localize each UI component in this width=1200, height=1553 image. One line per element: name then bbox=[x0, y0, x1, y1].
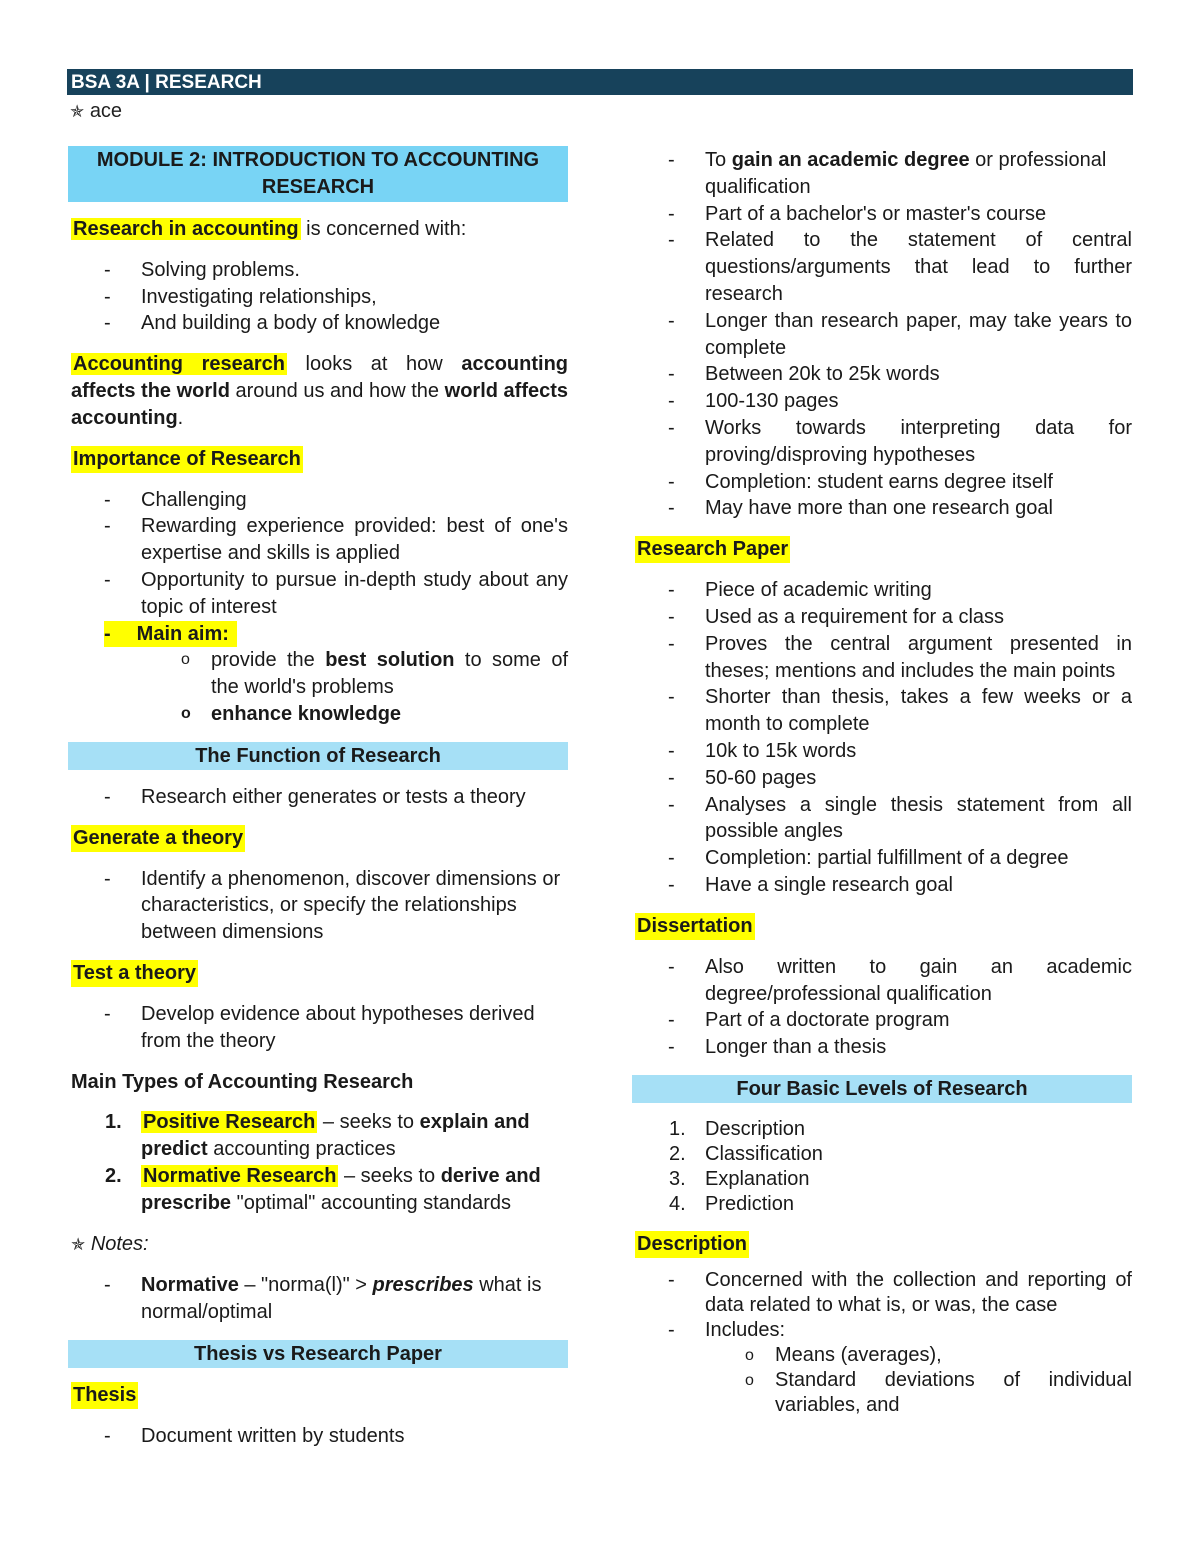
list-item: - Works towards interpreting data for proving/disproving hypotheses bbox=[632, 415, 1132, 469]
numbered-item: 1. Positive Research – seeks to explain and predict accounting practices bbox=[105, 1111, 530, 1161]
list-item: - Identify a phenomenon, discover dimensions or characteristics, or specify the relationships between dimensions bbox=[68, 866, 568, 946]
list-item: - Document written by students bbox=[68, 1423, 568, 1450]
thesis-list-continued bbox=[632, 147, 1132, 522]
sub-list-item: o Standard deviations of individual variables, and bbox=[705, 1368, 1132, 1418]
research-paper-heading: Research Paper bbox=[635, 536, 1132, 563]
research-paper-list bbox=[632, 577, 1132, 899]
numbered-item: 4. Prediction bbox=[669, 1192, 794, 1215]
dissertation-list bbox=[632, 954, 1132, 1061]
list-item: - Used as a requirement for a class bbox=[632, 604, 1132, 631]
description-heading: Description bbox=[635, 1231, 1132, 1258]
thesis-heading: Thesis bbox=[71, 1382, 568, 1409]
list-item: - Between 20k to 25k words bbox=[632, 361, 1132, 388]
main-aim-label: - Main aim: bbox=[104, 621, 237, 648]
importance-list bbox=[68, 487, 568, 728]
accounting-research-paragraph: Accounting research looks at how accounting affects the world around us and how the world affects accounting. bbox=[71, 353, 569, 429]
author-name: ace bbox=[89, 100, 123, 122]
generate-heading: Generate a theory bbox=[71, 825, 568, 852]
importance-heading: Importance of Research bbox=[71, 446, 568, 473]
list-item: - Normative – "norma(l)" > prescribes what is normal/optimal bbox=[68, 1272, 568, 1326]
header-title: BSA 3A | RESEARCH bbox=[71, 72, 262, 93]
list-item: - Longer than a thesis bbox=[632, 1034, 1132, 1061]
thesis-vs-band: Thesis vs Research Paper bbox=[68, 1340, 568, 1368]
sub-list-item: o provide the best solution to some of the world's problems bbox=[141, 647, 568, 701]
function-band: The Function of Research bbox=[68, 742, 568, 770]
list-item: - Shorter than thesis, takes a few weeks or a month to complete bbox=[632, 684, 1132, 738]
highlight-term: Research in accounting bbox=[73, 218, 299, 240]
notes-list bbox=[68, 1272, 568, 1326]
research-in-accounting-intro: Research in accounting is concerned with: bbox=[73, 218, 467, 240]
star-icon: ✯ bbox=[70, 102, 85, 121]
list-item: - Concerned with the collection and reporting of data related to what is, or was, the case bbox=[632, 1268, 1132, 1318]
list-item: - Part of a doctorate program bbox=[632, 1007, 1132, 1034]
numbered-item: 1. Description bbox=[669, 1117, 806, 1140]
list-item: - Solving problems. bbox=[68, 257, 568, 284]
list-item: - Rewarding experience provided: best of one's expertise and skills is applied bbox=[68, 513, 568, 567]
numbered-item: 3. Explanation bbox=[669, 1167, 810, 1190]
list-item: - Related to the statement of central questions/arguments that lead to further research bbox=[632, 227, 1132, 307]
description-list bbox=[632, 1268, 1132, 1418]
levels-list bbox=[632, 1117, 1132, 1217]
highlight-term: Accounting research bbox=[73, 353, 285, 376]
list-item: - Have a single research goal bbox=[632, 872, 1132, 899]
list-item: - And building a body of knowledge bbox=[68, 310, 568, 337]
list-item: - Completion: partial fulfillment of a degree bbox=[632, 845, 1132, 872]
list-item: - Research either generates or tests a theory bbox=[68, 784, 568, 811]
concerns-list bbox=[68, 257, 568, 337]
list-item: - Develop evidence about hypotheses derived from the theory bbox=[68, 1001, 568, 1055]
sub-list-item: o Means (averages), bbox=[705, 1343, 1132, 1368]
list-item: - Proves the central argument presented in theses; mentions and includes the main points bbox=[632, 631, 1132, 685]
list-item: - Completion: student earns degree itself bbox=[632, 469, 1132, 496]
left-column bbox=[68, 146, 568, 1464]
numbered-item: 2. Classification bbox=[669, 1142, 823, 1165]
levels-band: Four Basic Levels of Research bbox=[632, 1075, 1132, 1103]
notes-label: ✯ Notes: bbox=[71, 1232, 149, 1255]
list-item-main-aim bbox=[68, 621, 568, 728]
list-item: - Challenging bbox=[68, 487, 568, 514]
list-item: - Investigating relationships, bbox=[68, 284, 568, 311]
module-title: MODULE 2: INTRODUCTION TO ACCOUNTING RESEARCH bbox=[68, 146, 568, 202]
right-column bbox=[632, 147, 1132, 1418]
numbered-item: 2. Normative Research – seeks to derive and prescribe "optimal" accounting standards bbox=[105, 1164, 541, 1214]
aim-sublist bbox=[141, 647, 568, 727]
main-types-list bbox=[68, 1109, 568, 1216]
list-item: - Includes: o Means (averages), o Standard deviations of individual variables, and bbox=[632, 1318, 1132, 1418]
list-item: - Analyses a single thesis statement from all possible angles bbox=[632, 792, 1132, 846]
star-icon: ✯ bbox=[71, 1234, 86, 1254]
list-item: - 10k to 15k words bbox=[632, 738, 1132, 765]
test-list bbox=[68, 1001, 568, 1055]
list-item: - May have more than one research goal bbox=[632, 495, 1132, 522]
dissertation-heading: Dissertation bbox=[635, 913, 1132, 940]
description-sublist bbox=[705, 1343, 1132, 1418]
list-item: - 50-60 pages bbox=[632, 765, 1132, 792]
list-item: - 100-130 pages bbox=[632, 388, 1132, 415]
list-item: - Opportunity to pursue in-depth study about any topic of interest bbox=[68, 567, 568, 621]
main-types-heading: Main Types of Accounting Research bbox=[71, 1070, 414, 1093]
generate-list bbox=[68, 866, 568, 946]
list-item: - Also written to gain an academic degree/professional qualification bbox=[632, 954, 1132, 1008]
author-line bbox=[70, 100, 122, 123]
sub-list-item: o enhance knowledge bbox=[141, 701, 568, 728]
test-heading: Test a theory bbox=[71, 960, 568, 987]
list-item: - To gain an academic degree or professional qualification bbox=[632, 147, 1132, 201]
header-bar bbox=[67, 69, 1133, 95]
function-list bbox=[68, 784, 568, 811]
list-item: - Piece of academic writing bbox=[632, 577, 1132, 604]
thesis-list-start bbox=[68, 1423, 568, 1450]
list-item: - Longer than research paper, may take years to complete bbox=[632, 308, 1132, 362]
list-item: - Part of a bachelor's or master's course bbox=[632, 201, 1132, 228]
